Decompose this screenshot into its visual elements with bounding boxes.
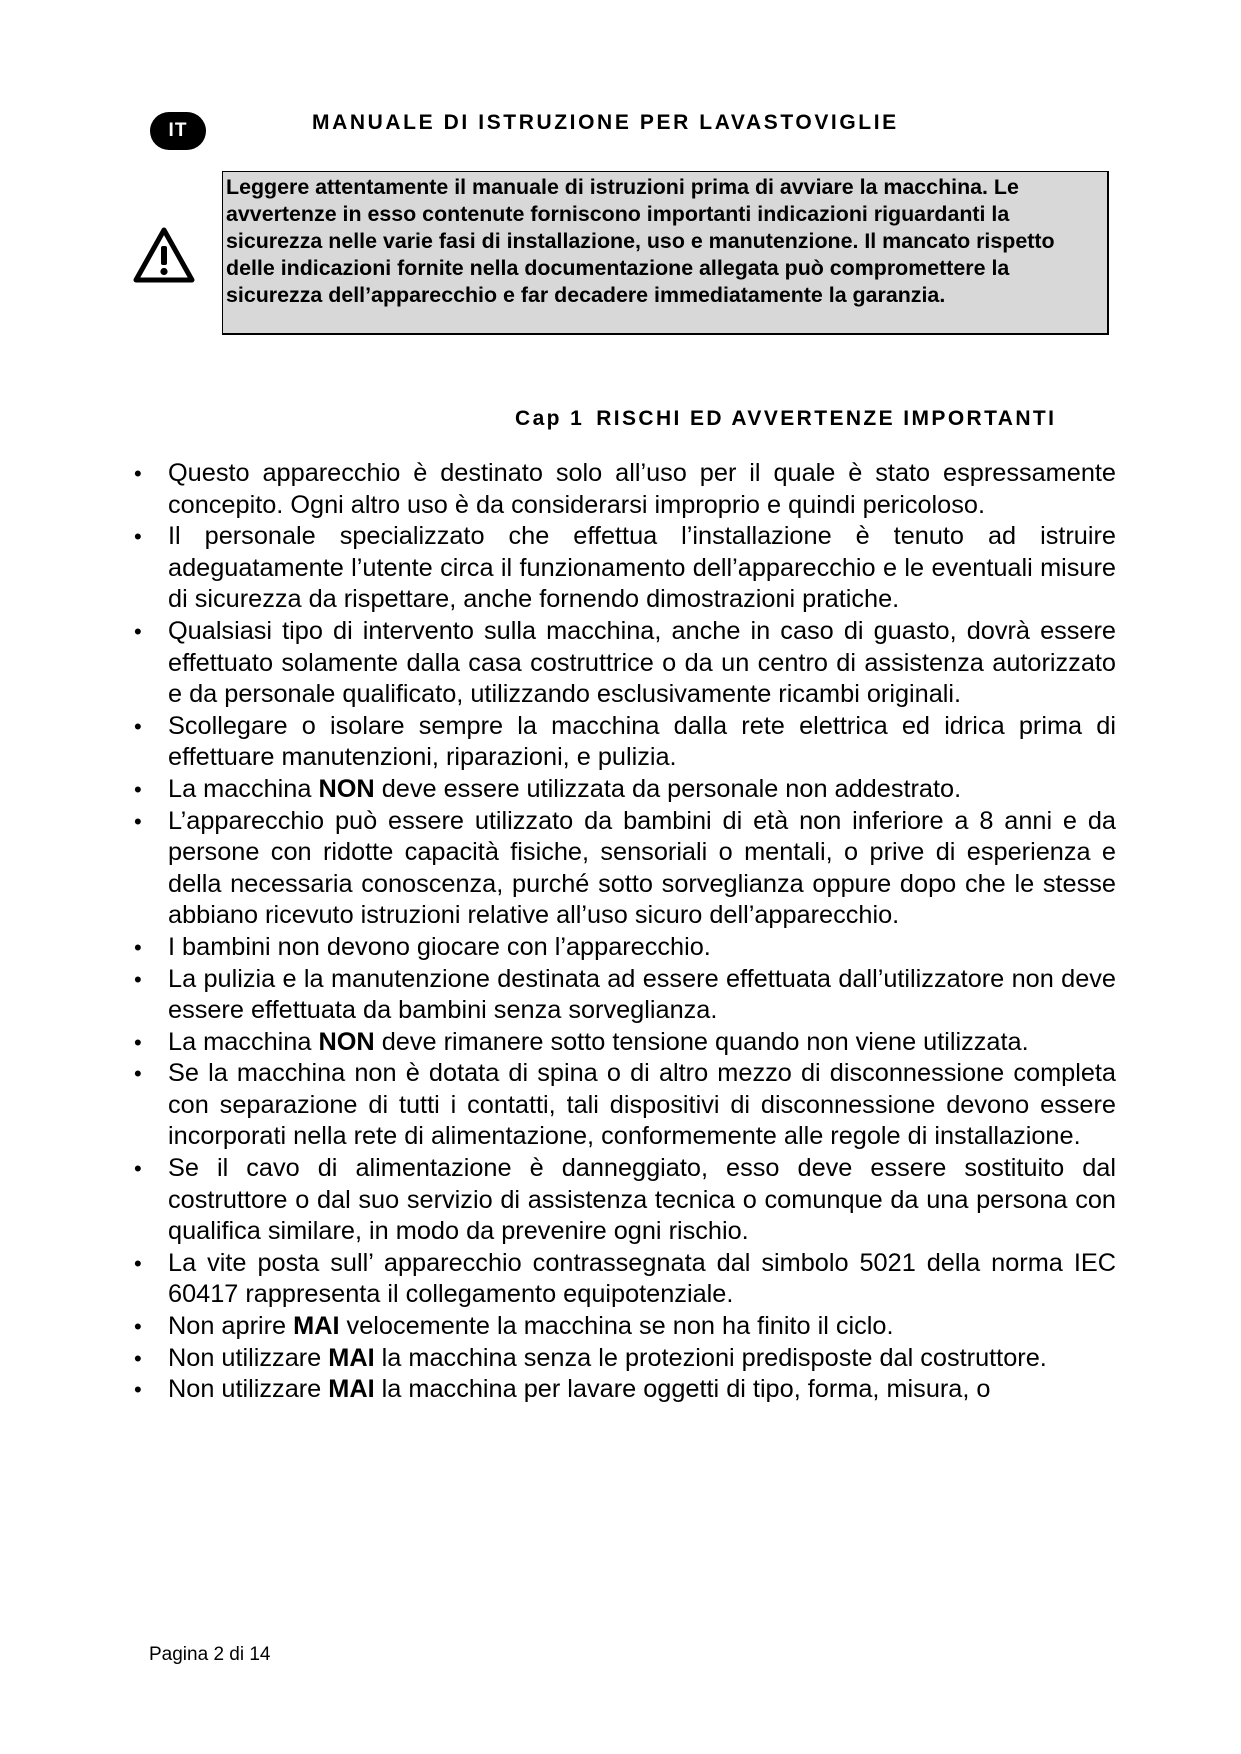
emphasis: MAI xyxy=(328,1375,375,1404)
bullet-icon: • xyxy=(134,618,142,644)
list-item: • L’apparecchio può essere utilizzato da bambini di età non inferiore a 8 anni e da persone con ridotte capacità fisiche, sensoriali o mentali, o prive di esperienza e della necessaria conoscenza, purché sotto sorveglianza oppure dopo che le stesse abbiano ricevuto istruzioni relative all’uso sicuro dell’apparecchio. xyxy=(134,806,1116,930)
list-item: • Questo apparecchio è destinato solo all’uso per il quale è stato espressamente concepito. Ogni altro uso è da considerarsi improprio e quindi pericoloso. xyxy=(134,459,1116,519)
bullet-icon: • xyxy=(134,966,142,992)
page-number: Pagina 2 di 14 xyxy=(149,1644,271,1665)
emphasis: NON xyxy=(318,774,375,803)
bullet-icon: • xyxy=(134,1250,142,1276)
list-item: • La macchina NON deve essere utilizzata da personale non addestrato. xyxy=(133,774,1116,806)
document-title: MANUALE DI ISTRUZIONE PER LAVASTOVIGLIE xyxy=(312,111,899,134)
list-item: • I bambini non devono giocare con l’apparecchio. xyxy=(133,932,1116,964)
bullet-icon: • xyxy=(134,461,142,486)
list-item: • Qualsiasi tipo di intervento sulla macchina, anche in caso di guasto, dovrà essere effettuato solamente dalla casa costruttrice o da un centro di assistenza autorizzato e da personale qualificato, utilizzando esclusivamente ricambi originali. xyxy=(134,616,1116,709)
list-item: • Se la macchina non è dotata di spina o di altro mezzo di disconnessione completa con separazione di tutti i contatti, tali dispositivi di disconnessione devono essere incorporati nella rete di alimentazione, conformemente alle regole di installazione. xyxy=(134,1059,1116,1151)
list-item: • Scollegare o isolare sempre la macchina dalla rete elettrica ed idrica prima di effettuare manutenzioni, riparazioni, e pulizia. xyxy=(134,711,1116,772)
warning-notice xyxy=(222,171,1109,335)
chapter-number: Cap 1 xyxy=(515,407,585,430)
chapter-heading xyxy=(515,407,1056,431)
list-item: • Non utilizzare MAI la macchina senza le protezioni predisposte dal costruttore. xyxy=(133,1343,1116,1375)
list-item: • La vite posta sull’ apparecchio contrassegnata dal simbolo 5021 della norma IEC 60417 rappresenta il collegamento equipotenziale. xyxy=(134,1248,1116,1309)
bullet-icon: • xyxy=(134,1029,142,1055)
safety-rules-list xyxy=(133,458,1116,1406)
language-badge: IT xyxy=(150,112,206,150)
list-item: • Il personale specializzato che effettua l’installazione è tenuto ad istruire adeguatamente l’utente circa il funzionamento dell’apparecchio e le eventuali misure di sicurezza da rispettare, anche fornendo dimostrazioni pratiche. xyxy=(134,522,1116,614)
bullet-icon: • xyxy=(134,776,142,802)
list-item: • Non utilizzare MAI la macchina per lavare oggetti di tipo, forma, misura, o xyxy=(133,1374,1116,1406)
bullet-icon: • xyxy=(134,1314,142,1340)
list-item: • Non aprire MAI velocemente la macchina se non ha finito il ciclo. xyxy=(133,1311,1116,1343)
emphasis: MAI xyxy=(293,1312,340,1341)
chapter-title: RISCHI ED AVVERTENZE IMPORTANTI xyxy=(596,407,1057,430)
list-item: • La pulizia e la manutenzione destinata ad essere effettuata dall’utilizzatore non deve essere effettuata da bambini senza sorveglianza. xyxy=(134,964,1116,1025)
emphasis: NON xyxy=(318,1027,375,1056)
bullet-icon: • xyxy=(134,1061,142,1087)
warning-triangle-icon xyxy=(132,226,196,284)
emphasis: MAI xyxy=(328,1343,375,1372)
warning-text: Leggere attentamente il manuale di istruzioni prima di avviare la macchina. Le avvertenze in esso contenute forniscono importanti indicazioni riguardanti la sicurezza nelle varie fasi di installazione, uso e manutenzione. Il mancato rispetto delle indicazioni fornite nella documentazione allegata può compromettere la sicurezza dell’apparecchio e far decadere immediatamente la garanzia. xyxy=(226,175,1055,307)
bullet-icon: • xyxy=(134,1345,142,1371)
bullet-icon: • xyxy=(134,934,142,960)
bullet-icon: • xyxy=(134,713,142,739)
bullet-icon: • xyxy=(134,524,142,550)
bullet-icon: • xyxy=(134,808,142,834)
bullet-icon: • xyxy=(134,1156,142,1182)
bullet-icon: • xyxy=(134,1377,142,1403)
list-item: • Se il cavo di alimentazione è danneggiato, esso deve essere sostituito dal costruttore o dal suo servizio di assistenza tecnica o comunque da una persona con qualifica similare, in modo da prevenire ogni rischio. xyxy=(134,1154,1116,1246)
list-item: • La macchina NON deve rimanere sotto tensione quando non viene utilizzata. xyxy=(133,1027,1116,1059)
